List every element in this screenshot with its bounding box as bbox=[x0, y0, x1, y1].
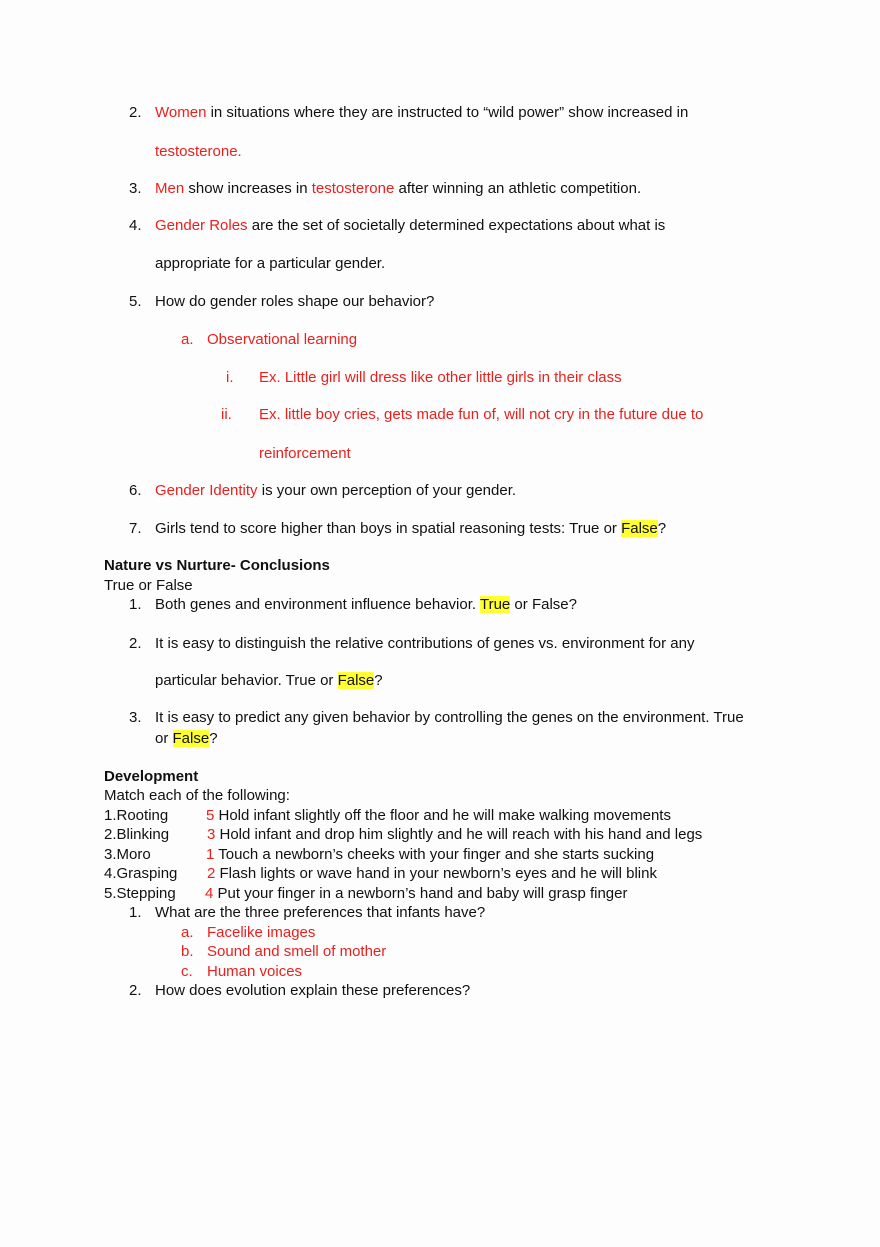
item-text: is your own perception of your gender. bbox=[257, 482, 517, 499]
item-text: are the set of societally determined expectations about what is bbox=[247, 217, 666, 234]
highlighted-answer: False bbox=[172, 730, 210, 747]
section-subtitle: Match each of the following: bbox=[104, 787, 290, 804]
item-text: appropriate for a particular gender. bbox=[155, 255, 386, 272]
list-number: 7. bbox=[129, 520, 142, 537]
match-label: 1.Rooting bbox=[104, 807, 169, 824]
list-number: 1. bbox=[129, 904, 142, 921]
match-desc: Put your finger in a newborn’s hand and baby will grasp finger bbox=[213, 885, 628, 902]
list-item: It is easy to predict any given behavior by controlling the genes on the environment. True bbox=[155, 709, 744, 726]
match-desc: Touch a newborn’s cheeks with your finger and she starts sucking bbox=[214, 846, 655, 863]
item-text: show increases in bbox=[184, 180, 312, 197]
list-letter: a. bbox=[181, 924, 194, 941]
item-text: or bbox=[155, 730, 173, 747]
list-item-cont bbox=[155, 730, 218, 748]
list-roman: ii. bbox=[221, 406, 232, 423]
match-label: 5.Stepping bbox=[104, 885, 176, 902]
match-answer: 4 bbox=[205, 885, 214, 902]
answer-text: Women bbox=[155, 104, 207, 121]
answer-text: Facelike images bbox=[207, 924, 316, 941]
list-item bbox=[155, 104, 688, 122]
match-row bbox=[207, 865, 657, 883]
match-label: 3.Moro bbox=[104, 846, 151, 863]
item-text: in situations where they are instructed to “wild power” show increased in bbox=[206, 104, 689, 121]
item-text: Both genes and environment influence behavior. bbox=[155, 596, 480, 613]
list-item bbox=[155, 482, 516, 500]
match-answer: 3 bbox=[207, 826, 216, 843]
answer-text: testosterone. bbox=[155, 143, 242, 160]
answer-text: Men bbox=[155, 180, 185, 197]
list-number: 2. bbox=[129, 982, 142, 999]
list-letter: a. bbox=[181, 331, 194, 348]
match-desc: Hold infant slightly off the floor and he will make walking movements bbox=[214, 807, 671, 824]
answer-text: Human voices bbox=[207, 963, 303, 980]
list-item: What are the three preferences that infants have? bbox=[155, 904, 486, 921]
section-heading: Nature vs Nurture- Conclusions bbox=[104, 557, 330, 574]
item-text: ? bbox=[209, 730, 218, 747]
match-row bbox=[205, 885, 627, 903]
match-label: 4.Grasping bbox=[104, 865, 178, 882]
list-item: How does evolution explain these preferences? bbox=[155, 982, 471, 999]
list-item bbox=[155, 217, 665, 235]
item-text: after winning an athletic competition. bbox=[394, 180, 642, 197]
list-letter: c. bbox=[181, 963, 193, 980]
list-number: 6. bbox=[129, 482, 142, 499]
section-subtitle: True or False bbox=[104, 577, 193, 594]
list-number: 5. bbox=[129, 293, 142, 310]
list-number: 3. bbox=[129, 709, 142, 726]
match-label: 2.Blinking bbox=[104, 826, 170, 843]
match-answer: 1 bbox=[206, 846, 215, 863]
match-desc: Hold infant and drop him slightly and he will reach with his hand and legs bbox=[215, 826, 703, 843]
list-roman: i. bbox=[226, 369, 234, 386]
list-item bbox=[155, 180, 641, 198]
list-number: 4. bbox=[129, 217, 142, 234]
answer-text: Gender Identity bbox=[155, 482, 258, 499]
list-item-cont bbox=[155, 672, 383, 690]
list-letter: b. bbox=[181, 943, 194, 960]
highlighted-answer: True bbox=[479, 596, 511, 613]
match-answer: 5 bbox=[206, 807, 215, 824]
answer-text: Ex. Little girl will dress like other little girls in their class bbox=[259, 369, 622, 386]
section-heading: Development bbox=[104, 768, 199, 785]
list-number: 1. bbox=[129, 596, 142, 613]
item-text: Girls tend to score higher than boys in spatial reasoning tests: True or bbox=[155, 520, 622, 537]
highlighted-answer: False bbox=[621, 520, 658, 537]
list-number: 2. bbox=[129, 635, 142, 652]
match-row bbox=[206, 846, 654, 864]
list-number: 3. bbox=[129, 180, 142, 197]
list-item: How do gender roles shape our behavior? bbox=[155, 293, 435, 310]
list-item: It is easy to distinguish the relative contributions of genes vs. environment for any bbox=[155, 635, 695, 652]
item-text: or False? bbox=[510, 596, 577, 613]
list-number: 2. bbox=[129, 104, 142, 121]
item-text: ? bbox=[657, 520, 667, 537]
highlighted-answer: False bbox=[337, 672, 375, 689]
answer-text: Sound and smell of mother bbox=[207, 943, 387, 960]
answer-text: Gender Roles bbox=[155, 217, 248, 234]
match-desc: Flash lights or wave hand in your newborn’s eyes and he will blink bbox=[215, 865, 657, 882]
answer-text: Ex. little boy cries, gets made fun of, will not cry in the future due to bbox=[259, 406, 704, 423]
item-text: ? bbox=[374, 672, 383, 689]
list-item bbox=[155, 596, 577, 614]
match-answer: 2 bbox=[207, 865, 216, 882]
answer-text: reinforcement bbox=[259, 445, 351, 462]
answer-text: Observational learning bbox=[207, 331, 358, 348]
match-row bbox=[207, 826, 702, 844]
answer-text: testosterone bbox=[311, 180, 395, 197]
list-item bbox=[155, 520, 666, 538]
item-text: particular behavior. True or bbox=[155, 672, 338, 689]
match-row bbox=[206, 807, 671, 825]
